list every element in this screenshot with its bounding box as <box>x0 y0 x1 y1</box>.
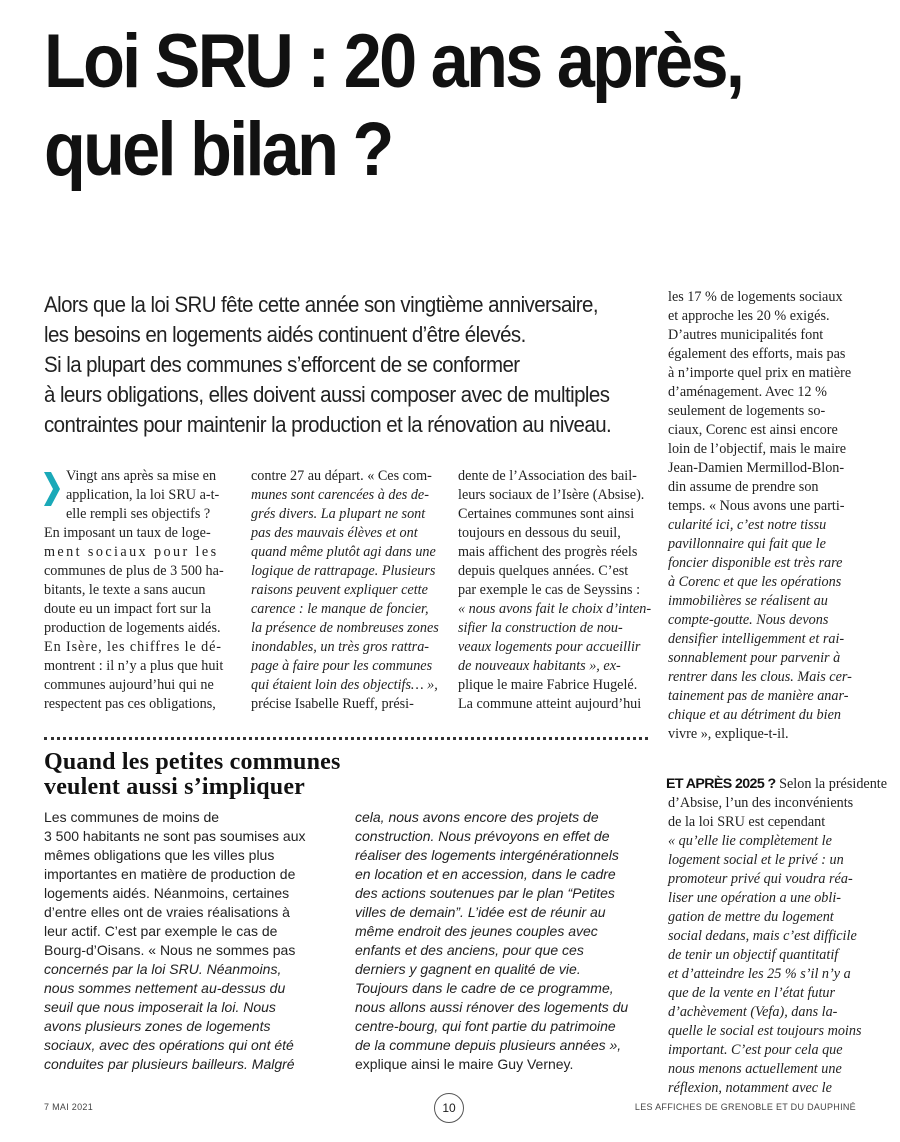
body-line: carence : le manque de foncier, <box>251 601 429 617</box>
body-line: nous menons actuellement une <box>668 1061 842 1077</box>
body-line: densifier intelligemment et rai- <box>668 631 845 647</box>
box-line: 3 500 habitants ne sont pas soumises aux <box>44 828 306 844</box>
body-line: vivre », explique-t-il. <box>668 726 789 742</box>
body-line: immobilières se réalisent au <box>668 593 828 609</box>
body-line: veaux logements pour accueillir <box>458 639 641 655</box>
box-line: d’entre elles ont de vraies réalisations à <box>44 904 290 920</box>
body-line: application, la loi SRU a-t- <box>66 487 220 503</box>
body-line: d’aménagement. Avec 12 % <box>668 384 827 400</box>
body-line: par exemple le cas de Seyssins : <box>458 582 641 598</box>
body-line: également des efforts, mais pas <box>668 346 846 362</box>
dotted-separator <box>44 737 648 740</box>
body-line: « qu’elle lie complètement le <box>668 833 832 849</box>
body-line: contre 27 au départ. « Ces com- <box>251 468 432 484</box>
body-line: chique et au détriment du bien <box>668 707 841 723</box>
title-line-2: quel bilan ? <box>44 107 392 192</box>
body-line: leurs sociaux de l’Isère (Absise). <box>458 487 645 503</box>
body-line: social dedans, mais c’est difficile <box>668 928 857 944</box>
box-line: leur actif. C’est par exemple le cas de <box>44 923 278 939</box>
body-line: toujours en dessous du seuil, <box>458 525 621 541</box>
body-line: que de la vente en l’état futur <box>668 985 836 1001</box>
body-line: din assume de prendre son <box>668 479 819 495</box>
body-line: Selon la présidente <box>775 776 888 792</box>
box-line: Toujours dans le cadre de ce programme, <box>355 980 614 996</box>
lead-line: contraintes pour maintenir la production et la rénovation au niveau. <box>44 412 612 437</box>
body-line: dente de l’Association des bail- <box>458 468 637 484</box>
box-line: de la commune depuis plusieurs années », <box>355 1037 622 1053</box>
body-line: page à faire pour les communes <box>251 658 433 674</box>
body-line: production de logements aidés. <box>44 620 221 636</box>
body-line: d’achèvement (Vefa), dans la- <box>668 1004 838 1020</box>
box-line: explique ainsi le maire Guy Verney. <box>355 1056 574 1072</box>
box-line: enfants et des anciens, pour que ces <box>355 942 584 958</box>
body-line: doute eu un impact fort sur la <box>44 601 212 617</box>
box-line: Bourg-d’Oisans. « Nous ne sommes pas <box>44 942 296 958</box>
body-line: seulement de logements so- <box>668 403 826 419</box>
article-lead <box>44 290 684 440</box>
article-title <box>44 18 743 194</box>
body-line: de tenir un objectif quantitatif <box>668 947 839 963</box>
body-line: précise Isabelle Rueff, prési- <box>251 696 414 712</box>
body-column-5 <box>666 775 888 1098</box>
body-line: En imposant un taux de loge- <box>44 525 211 541</box>
body-line: promoteur privé qui voudra réa- <box>668 871 853 887</box>
body-line: inondables, un très gros rattra- <box>251 639 430 655</box>
body-line: grés divers. La plupart ne sont <box>251 506 426 522</box>
body-line: à Corenc et que les opérations <box>668 574 842 590</box>
box-line: sociaux, avec des opérations qui ont été <box>44 1037 294 1053</box>
kicker-label: ET APRÈS 2025 ? <box>666 776 776 792</box>
box-line: réaliser des logements intergénérationnels <box>355 847 619 863</box>
box-line: importantes en matière de production de <box>44 866 296 882</box>
body-line: raisons peuvent expliquer cette <box>251 582 428 598</box>
box-line: Les communes de moins de <box>44 809 220 825</box>
body-line: « nous avons fait le choix d’inten- <box>458 601 652 617</box>
box-line: mêmes obligations que les villes plus <box>44 847 275 863</box>
body-line: temps. « Nous avons une parti- <box>668 498 845 514</box>
body-line: La commune atteint aujourd’hui <box>458 696 642 712</box>
body-line: Certaines communes sont ainsi <box>458 506 635 522</box>
body-line: rentrer dans les clous. Mais cer- <box>668 669 852 685</box>
lead-line: à leurs obligations, elles doivent aussi composer avec de multiples <box>44 382 610 407</box>
publication-name: LES AFFICHES DE GRENOBLE ET DU DAUPHINÉ <box>634 1102 856 1112</box>
body-line: pas des mauvais élèves et ont <box>251 525 418 541</box>
body-line: cularité ici, c’est notre tissu <box>668 517 827 533</box>
body-line: bitants, le texte a sans aucun <box>44 582 206 598</box>
body-line: et approche les 20 % exigés. <box>668 308 830 324</box>
body-line: de nouveaux habitants », ex- <box>458 658 621 674</box>
body-line: mais affichent des progrès réels <box>458 544 638 560</box>
lead-line: les besoins en logements aidés continuent d’être élevés. <box>44 322 526 347</box>
body-line: Jean-Damien Mermillod-Blon- <box>668 460 845 476</box>
box-column-2 <box>355 808 645 1074</box>
box-line: logements aidés. Néanmoins, certaines <box>44 885 290 901</box>
box-line: des actions soutenues par le plan “Petites <box>355 885 615 901</box>
body-line: d’Absise, l’un des inconvénients <box>668 795 854 811</box>
box-line: derniers y gagnent en qualité de vie. <box>355 961 581 977</box>
body-line: montrent : il n’y a plus que huit <box>44 658 224 674</box>
body-column-2 <box>251 467 447 714</box>
body-line: à n’importe quel prix en matière <box>668 365 852 381</box>
body-line: qui étaient loin des objectifs… », <box>251 677 438 693</box>
box-line: conduites par plusieurs bailleurs. Malgré <box>44 1056 295 1072</box>
body-line: Vingt ans après sa mise en <box>66 468 217 484</box>
title-line-1: Loi SRU : 20 ans après, <box>44 19 743 104</box>
body-line: quand même plutôt agi dans une <box>251 544 436 560</box>
body-column-3 <box>458 467 654 714</box>
body-line: elle rempli ses objectifs ? <box>66 506 211 522</box>
body-line: foncier disponible est très rare <box>668 555 843 571</box>
page-number: 10 <box>434 1093 464 1123</box>
subhead-line: Quand les petites communes <box>44 749 341 775</box>
body-line: quelle le social est toujours moins <box>668 1023 862 1039</box>
body-line: D’autres municipalités font <box>668 327 824 343</box>
issue-date: 7 MAI 2021 <box>44 1102 94 1112</box>
lead-line: Alors que la loi SRU fête cette année son vingtième anniversaire, <box>44 292 598 317</box>
subhead-line: veulent aussi s’impliquer <box>44 774 306 800</box>
box-line: villes de demain”. L’idée est de réunir au <box>355 904 606 920</box>
box-line: même endroit des jeunes couples avec <box>355 923 598 939</box>
body-line: sonnablement pour parvenir à <box>668 650 841 666</box>
body-line: logique de rattrapage. Plusieurs <box>251 563 436 579</box>
body-line: tainement pas de manière anar- <box>668 688 849 704</box>
body-line: de la loi SRU est cependant <box>668 814 826 830</box>
body-line: liser une opération a une obli- <box>668 890 841 906</box>
body-line: pavillonnaire qui fait que le <box>668 536 826 552</box>
body-line-with-kicker <box>666 775 888 794</box>
box-line: nous sommes nettement au-dessus du <box>44 980 286 996</box>
box-line: construction. Nous prévoyons en effet de <box>355 828 610 844</box>
body-line: depuis quelques années. C’est <box>458 563 629 579</box>
box-line: avons plusieurs zones de logements <box>44 1018 271 1034</box>
body-line: les 17 % de logements sociaux <box>668 289 843 305</box>
body-line: communes de plus de 3 500 ha- <box>44 563 224 579</box>
body-line: loin de l’objectif, mais le maire <box>668 441 847 457</box>
body-line: réflexion, notamment avec le <box>668 1080 832 1096</box>
body-line: gation de mettre du logement <box>668 909 834 925</box>
body-line: compte-goutte. Nous devons <box>668 612 829 628</box>
box-line: centre-bourg, qui font partie du patrimoine <box>355 1018 616 1034</box>
box-line: seuil que nous imposerait la loi. Nous <box>44 999 276 1015</box>
box-column-1 <box>44 808 334 1074</box>
box-line: concernés par la loi SRU. Néanmoins, <box>44 961 282 977</box>
body-line: important. C’est pour cela que <box>668 1042 843 1058</box>
body-line: respectent pas ces obligations, <box>44 696 216 712</box>
body-column-1 <box>44 467 240 714</box>
body-column-4 <box>668 288 858 744</box>
box-line: cela, nous avons encore des projets de <box>355 809 599 825</box>
body-line: logement social et le privé : un <box>668 852 844 868</box>
box-line: nous allons aussi rénover des logements du <box>355 999 629 1015</box>
body-line: ciaux, Corenc est ainsi encore <box>668 422 838 438</box>
section-subhead <box>44 750 464 800</box>
body-line: la présence de nombreuses zones <box>251 620 439 636</box>
body-line: sifier la construction de nou- <box>458 620 623 636</box>
body-line: munes sont carencées à des de- <box>251 487 429 503</box>
body-line: ment sociaux pour les <box>44 544 219 560</box>
body-line: plique le maire Fabrice Hugelé. <box>458 677 638 693</box>
body-line: communes aujourd’hui qui ne <box>44 677 214 693</box>
lead-line: Si la plupart des communes s’efforcent de se conformer <box>44 352 520 377</box>
box-line: en location et en accession, dans le cadre <box>355 866 616 882</box>
body-line: et d’atteindre les 25 % s’il n’y a <box>668 966 851 982</box>
body-line: En Isère, les chiffres le dé- <box>44 639 222 655</box>
